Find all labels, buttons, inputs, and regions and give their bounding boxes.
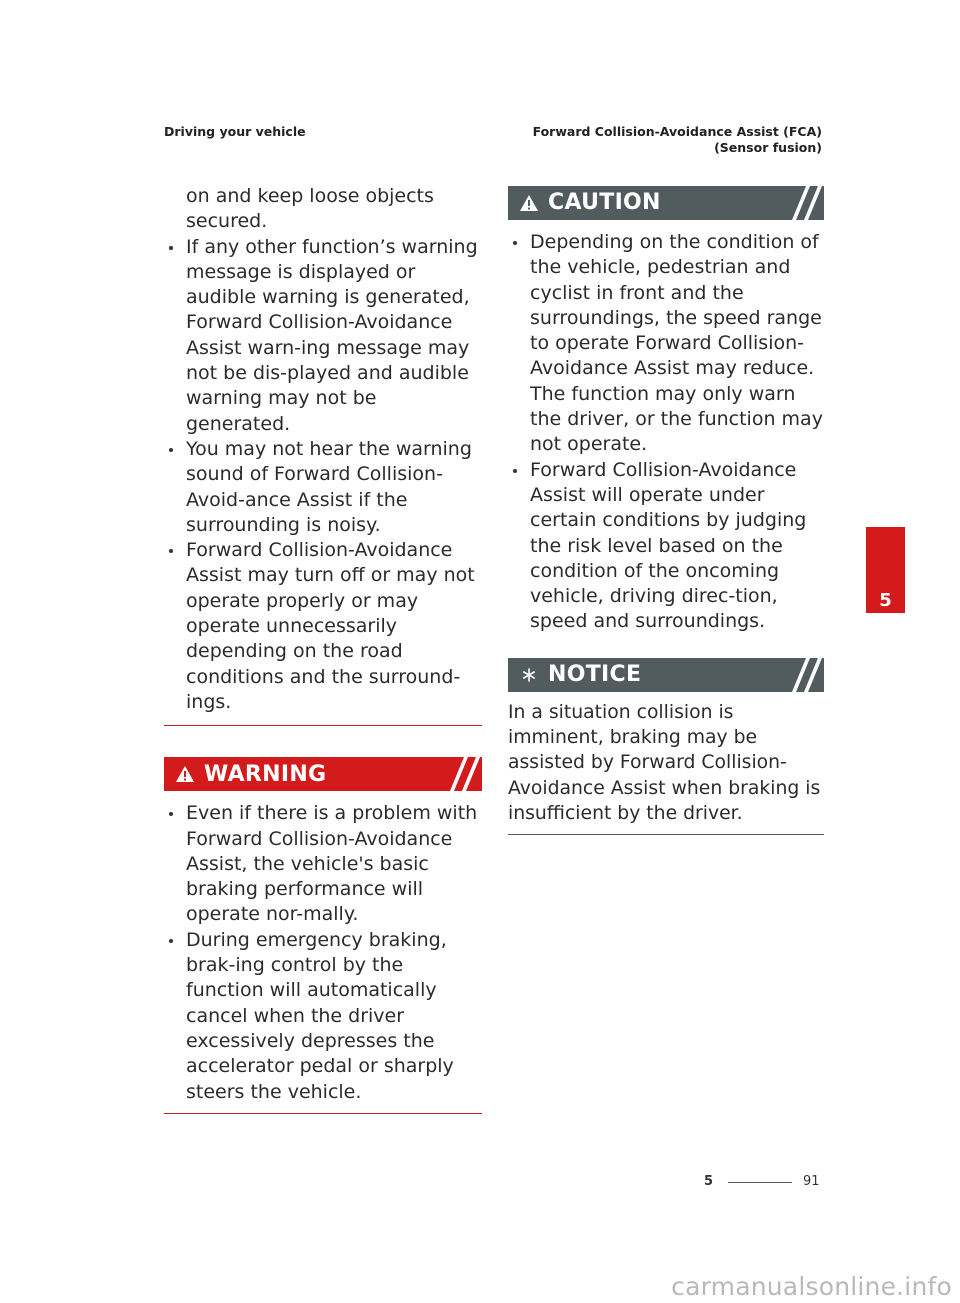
caution-bullet-list [508, 230, 824, 635]
continued-text: on and keep loose objects secured. [186, 185, 434, 233]
header-topic-line2: (Sensor fusion) [714, 140, 822, 155]
footer-page-number: 91 [803, 1174, 820, 1189]
list-item: Forward Collision-Avoidance Assist will operate under certain conditions by judging the risk level based on the condition of the oncoming vehicle, driving direc-tion, speed and surroundings. [508, 458, 824, 635]
asterisk-icon [518, 665, 540, 685]
notice-banner [508, 658, 824, 692]
banner-slash-decoration [422, 757, 482, 791]
caution-title: CAUTION [548, 190, 661, 216]
list-item: Forward Collision-Avoidance Assist may turn off or may not operate properly or may operate unnecessarily depending on the road conditions and the surround-ings. [164, 538, 482, 715]
left-column [164, 184, 482, 1114]
running-header-section: Driving your vehicle [164, 124, 306, 139]
caution-banner [508, 186, 824, 220]
notice-title: NOTICE [548, 662, 642, 688]
header-topic-line1: Forward Collision-Avoidance Assist (FCA) [532, 124, 822, 139]
section-divider [164, 1113, 482, 1114]
section-divider [508, 834, 824, 835]
notice-text: In a situation collision is imminent, braking may be assisted by Forward Collision-Avoidance Assist when braking is insufficient by the driver. [508, 701, 821, 824]
chapter-tab-number: 5 [879, 590, 892, 611]
left-bullet-list [164, 235, 482, 716]
caution-triangle-icon [518, 193, 540, 213]
list-item: If any other function’s warning message is displayed or audible warning is generated, Forward Collision-Avoidance Assist warn-ing message may not be dis-played and audible warning may not be generated. [164, 235, 482, 437]
warning-bullet-list [164, 801, 482, 1105]
list-item: You may not hear the warning sound of Forward Collision-Avoid-ance Assist if the surrounding is noisy. [164, 437, 482, 538]
list-item: During emergency braking, brak-ing control by the function will automatically cancel when the driver excessively depresses the accelerator pedal or sharply steers the vehicle. [164, 928, 482, 1105]
warning-banner [164, 757, 482, 791]
running-header-topic [533, 124, 822, 156]
watermark-text: carmanualsonline.info [671, 1272, 952, 1301]
banner-slash-decoration [764, 658, 824, 692]
list-item: Even if there is a problem with Forward Collision-Avoidance Assist, the vehicle's basic braking performance will operate nor-mally. [164, 801, 482, 927]
chapter-side-tab [866, 527, 905, 613]
section-divider [164, 725, 482, 726]
warning-triangle-icon [174, 764, 196, 784]
warning-title: WARNING [204, 761, 327, 787]
footer-divider [728, 1182, 792, 1183]
banner-slash-decoration [764, 186, 824, 220]
footer-chapter-number: 5 [704, 1174, 714, 1189]
list-item: Depending on the condition of the vehicle, pedestrian and cyclist in front and the surroundings, the speed range to operate Forward Collision-Avoidance Assist may reduce. The function may only warn the driver, or the function may not operate. [508, 230, 824, 458]
right-column [508, 186, 824, 835]
